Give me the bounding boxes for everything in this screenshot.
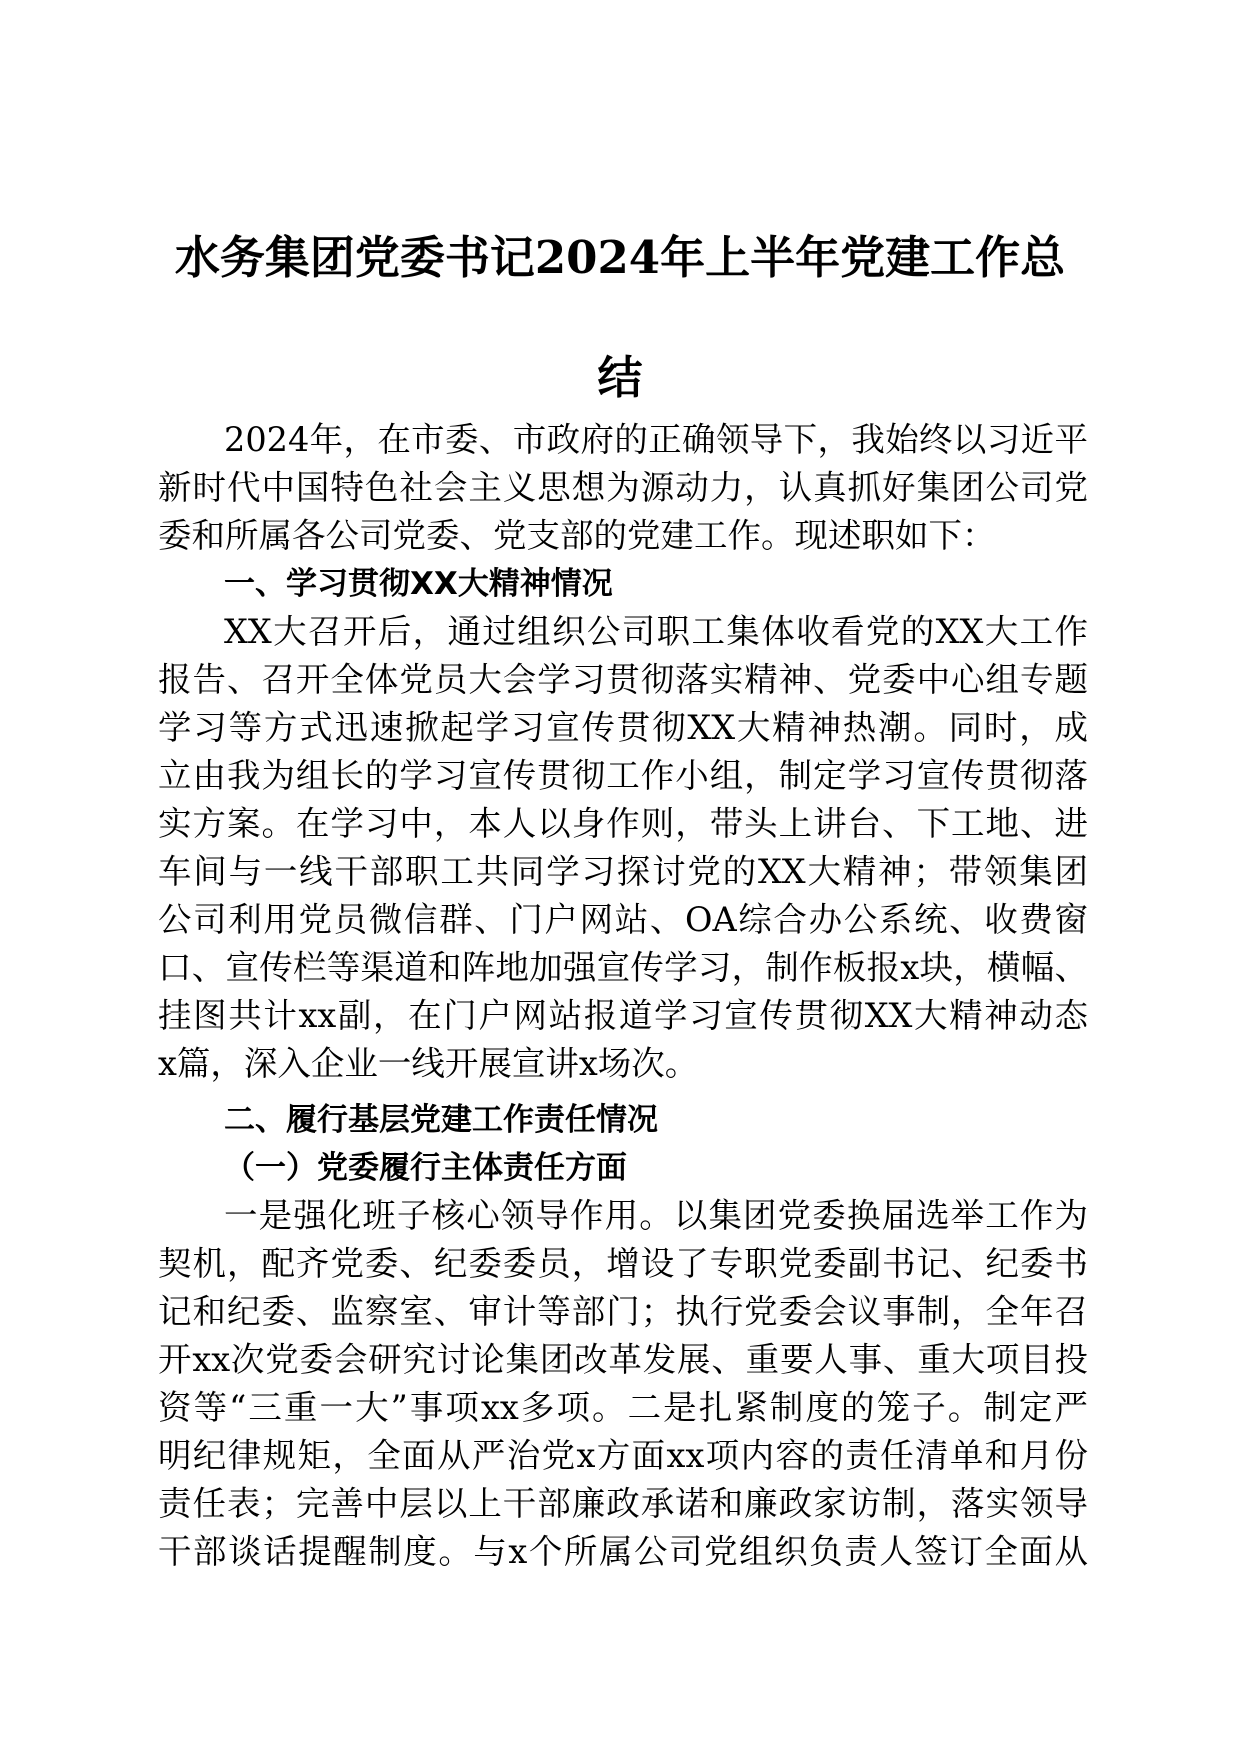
section-1-line: 实方案。在学习中，本人以身作则，带头上讲台、下工地、进 bbox=[158, 804, 1088, 843]
section-2-line: 干部谈话提醒制度。与x个所属公司党组织负责人签订全面从 bbox=[158, 1532, 1088, 1571]
section-1-line: 挂图共计xx副，在门户网站报道学习宣传贯彻XX大精神动态 bbox=[158, 996, 1088, 1035]
section-1-heading: 一、学习贯彻XX大精神情况 bbox=[224, 566, 613, 602]
document-title-line-1: 水务集团党委书记2024年上半年党建工作总 bbox=[174, 231, 1066, 284]
section-2-line: 责任表；完善中层以上干部廉政承诺和廉政家访制，落实领导 bbox=[158, 1484, 1088, 1523]
section-1-line: 立由我为组长的学习宣传贯彻工作小组，制定学习宣传贯彻落 bbox=[158, 756, 1088, 795]
intro-line-2: 新时代中国特色社会主义思想为源动力，认真抓好集团公司党 bbox=[158, 468, 1088, 507]
section-1-line: 报告、召开全体党员大会学习贯彻落实精神、党委中心组专题 bbox=[158, 660, 1088, 699]
intro-line-1: 2024年，在市委、市政府的正确领导下，我始终以习近平 bbox=[224, 420, 1088, 459]
section-1-line: XX大召开后，通过组织公司职工集体收看党的XX大工作 bbox=[224, 612, 1088, 651]
section-2-line: 开xx次党委会研究讨论集团改革发展、重要人事、重大项目投 bbox=[158, 1340, 1088, 1379]
section-1-line: 公司利用党员微信群、门户网站、OA综合办公系统、收费窗 bbox=[158, 900, 1088, 939]
section-2-heading: 二、履行基层党建工作责任情况 bbox=[224, 1102, 658, 1138]
intro-line-3: 委和所属各公司党委、党支部的党建工作。现述职如下： bbox=[158, 516, 996, 555]
section-2-line: 资等“三重一大”事项xx多项。二是扎紧制度的笼子。制定严 bbox=[158, 1388, 1088, 1427]
section-1-line: x篇，深入企业一线开展宣讲x场次。 bbox=[158, 1044, 699, 1083]
section-1-line: 口、宣传栏等渠道和阵地加强宣传学习，制作板报x块，横幅、 bbox=[158, 948, 1088, 987]
section-1-line: 车间与一线干部职工共同学习探讨党的XX大精神；带领集团 bbox=[158, 852, 1088, 891]
section-1-line: 学习等方式迅速掀起学习宣传贯彻XX大精神热潮。同时，成 bbox=[158, 708, 1088, 747]
section-2-line: 明纪律规矩，全面从严治党x方面xx项内容的责任清单和月份 bbox=[158, 1436, 1088, 1475]
section-2-line: 一是强化班子核心领导作用。以集团党委换届选举工作为 bbox=[224, 1196, 1088, 1235]
document-title-line-2: 结 bbox=[597, 351, 643, 404]
section-2-subheading: （一）党委履行主体责任方面 bbox=[224, 1150, 627, 1186]
section-2-line: 契机，配齐党委、纪委委员，增设了专职党委副书记、纪委书 bbox=[158, 1244, 1088, 1283]
section-2-line: 记和纪委、监察室、审计等部门；执行党委会议事制，全年召 bbox=[158, 1292, 1088, 1331]
